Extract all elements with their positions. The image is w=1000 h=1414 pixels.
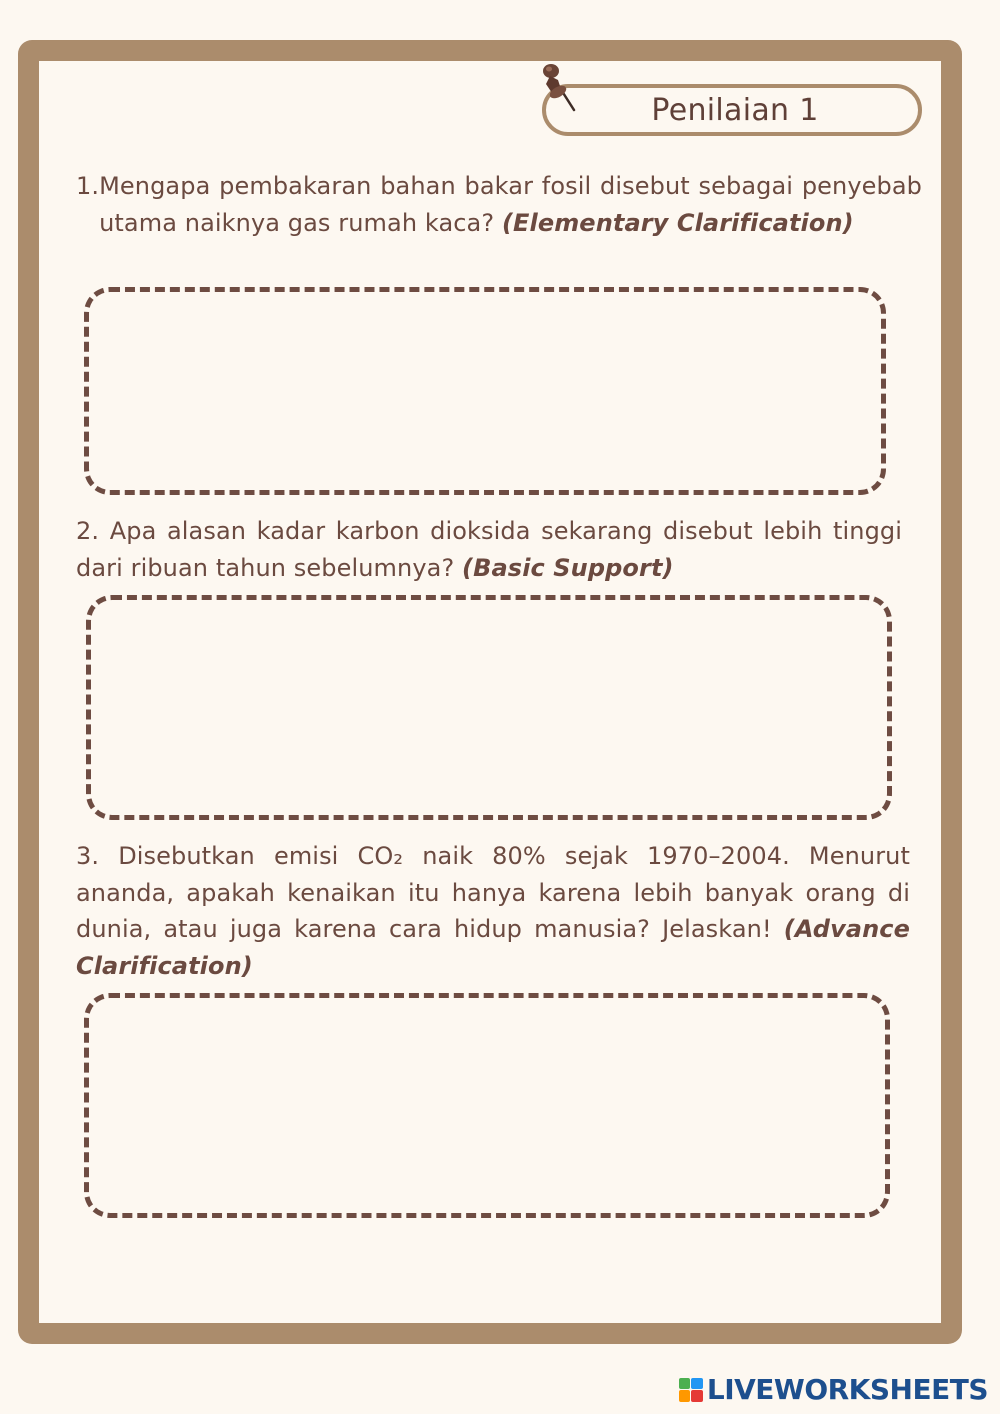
- question-2-text: Apa alasan kadar karbon dioksida sekarang disebut lebih tinggi dari ribuan tahun sebelumnya?: [76, 517, 902, 582]
- question-3-text: Disebutkan emisi CO₂ naik 80% sejak 1970–2004. Menurut ananda, apakah kenaikan itu hanya karena lebih banyak orang di dunia, atau juga karena cara hidup manusia? Jelaskan!: [76, 842, 910, 943]
- page-title: Penilaian 1: [651, 92, 819, 128]
- liveworksheets-logo-icon: [679, 1378, 703, 1402]
- answer-box-1[interactable]: [84, 287, 886, 495]
- question-3: [76, 838, 910, 984]
- title-banner: [542, 84, 922, 136]
- question-3-tag: (Advance Clarification): [76, 915, 910, 980]
- footer-brand[interactable]: [679, 1373, 988, 1406]
- question-1-number: 1.: [76, 172, 100, 200]
- question-1-tag: (Elementary Clarification): [501, 208, 854, 237]
- question-2-tag: (Basic Support): [462, 553, 674, 582]
- answer-box-3[interactable]: [84, 993, 890, 1218]
- question-1: [76, 168, 922, 241]
- question-3-number: 3.: [76, 842, 100, 870]
- question-2-number: 2.: [76, 517, 100, 545]
- brand-name: LIVEWORKSHEETS: [706, 1373, 988, 1406]
- push-pin-icon: [536, 58, 582, 114]
- answer-box-2[interactable]: [86, 595, 892, 820]
- question-1-text: Mengapa pembakaran bahan bakar fosil disebut sebagai penyebab utama naiknya gas rumah kaca?: [99, 172, 922, 237]
- question-2: [76, 513, 902, 586]
